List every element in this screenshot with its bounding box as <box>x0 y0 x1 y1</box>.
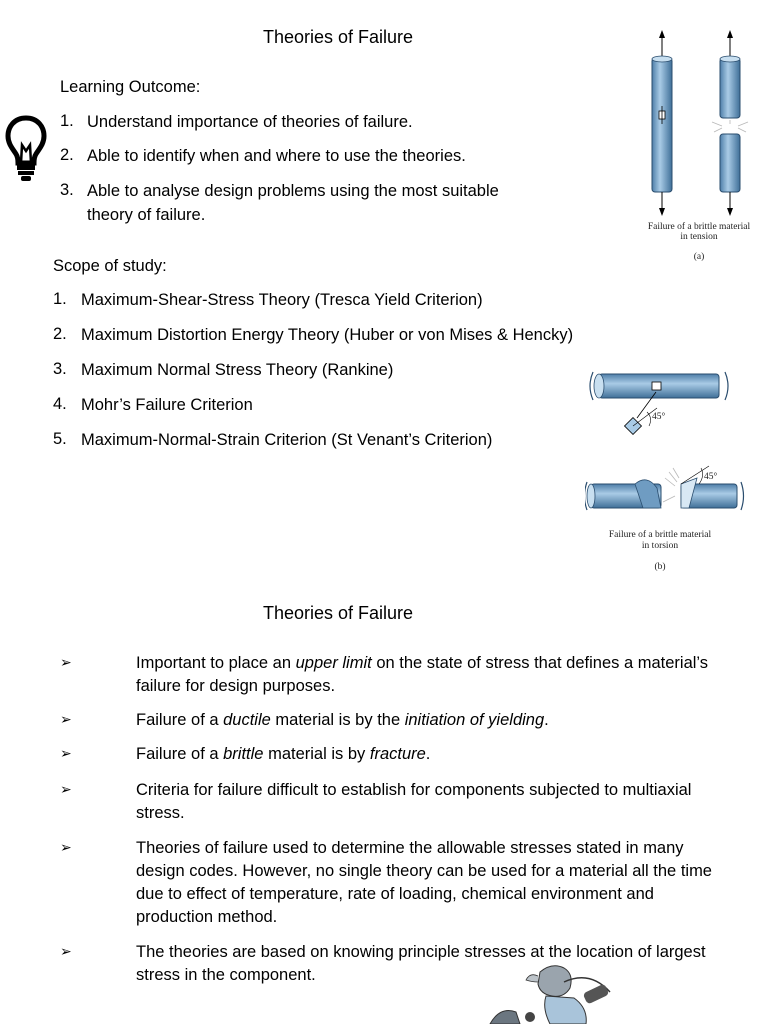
torsion-failure-figure <box>585 362 750 527</box>
scope-3-text: Maximum Normal Stress Theory (Rankine) <box>81 361 394 379</box>
learning-outcome-heading: Learning Outcome: <box>60 78 201 96</box>
outcome-1-number: 1. <box>60 112 74 130</box>
figure-b-angle-bottom: 45° <box>704 472 718 482</box>
figure-a-caption-line1: Failure of a brittle material <box>647 222 751 232</box>
clipart-figure-illustration <box>460 962 620 1024</box>
outcome-2-text: Able to identify when and where to use the theories. <box>87 147 466 165</box>
outcome-2-number: 2. <box>60 146 74 164</box>
figure-a-caption-line2: in tension <box>680 232 718 242</box>
scope-2-text: Maximum Distortion Energy Theory (Huber or von Mises & Hencky) <box>81 326 574 344</box>
slide2-title: Theories of Failure <box>263 603 414 623</box>
figure-a-label: (a) <box>693 252 705 262</box>
figure-b-label: (b) <box>654 562 666 572</box>
bullet-2-marker: ➢ <box>60 711 72 727</box>
scope-5-number: 5. <box>53 430 67 448</box>
scope-2-number: 2. <box>53 325 67 343</box>
outcome-3-text-line2: theory of failure. <box>87 206 206 224</box>
bullet-5-marker: ➢ <box>60 839 72 855</box>
figure-b-angle-top: 45° <box>652 412 666 422</box>
figure-b-caption-line2: in torsion <box>641 541 679 551</box>
scope-heading: Scope of study: <box>53 257 167 275</box>
scope-1-number: 1. <box>53 290 67 308</box>
tension-failure-figure <box>640 28 760 218</box>
bullet-6-marker: ➢ <box>60 943 72 959</box>
figure-b-caption-line1: Failure of a brittle material <box>608 530 712 540</box>
bullet-4-marker: ➢ <box>60 781 72 797</box>
slide1-title: Theories of Failure <box>263 27 414 47</box>
bullet-3-text: Failure of a brittle material is by fracture. <box>136 745 431 763</box>
lightbulb-icon <box>5 115 47 185</box>
outcome-3-number: 3. <box>60 181 74 199</box>
scope-1-text: Maximum-Shear-Stress Theory (Tresca Yield Criterion) <box>81 291 483 309</box>
bullet-6-text: The theories are based on knowing principle stresses at the location of largest stress in the component. <box>136 943 706 984</box>
scope-3-number: 3. <box>53 360 67 378</box>
bullet-4-text: Criteria for failure difficult to establish for components subjected to multiaxial stress. <box>136 781 692 822</box>
bullet-3-marker: ➢ <box>60 745 72 761</box>
bullet-1-text: Important to place an upper limit on the state of stress that defines a material’s failure for design purposes. <box>136 654 709 695</box>
outcome-3-text-line1: Able to analyse design problems using the most suitable <box>87 182 499 200</box>
bullet-5-text: Theories of failure used to determine the allowable stresses stated in many design codes. However, no single theory can be used for a material all the time due to effect of temperature, rate of loading, chemical environment and production method. <box>136 839 712 926</box>
bullet-2-text: Failure of a ductile material is by the initiation of yielding. <box>136 711 549 729</box>
scope-4-number: 4. <box>53 395 67 413</box>
outcome-1-text: Understand importance of theories of failure. <box>87 113 413 131</box>
scope-5-text: Maximum-Normal-Strain Criterion (St Venant’s Criterion) <box>81 431 493 449</box>
scope-4-text: Mohr’s Failure Criterion <box>81 396 253 414</box>
bullet-1-marker: ➢ <box>60 654 72 670</box>
